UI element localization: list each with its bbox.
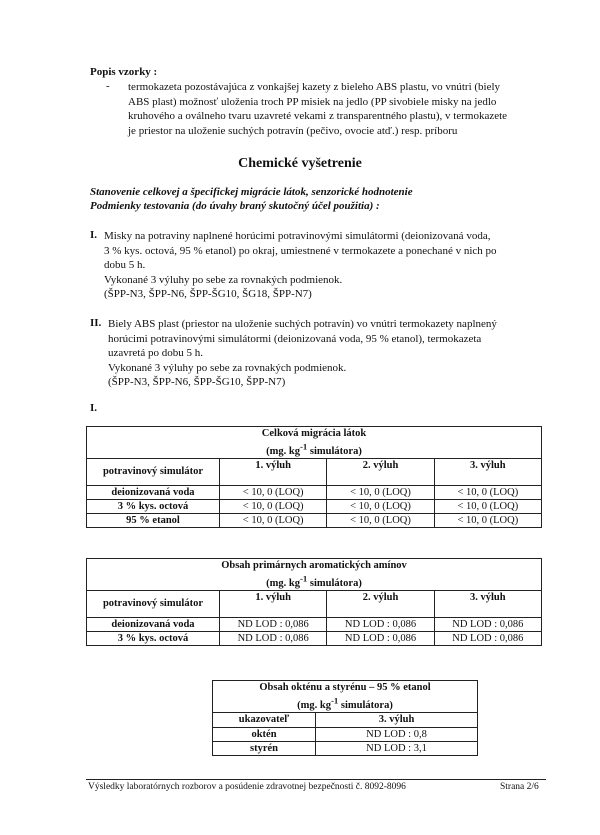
value-cell: ND LOD : 0,086	[434, 631, 541, 645]
header-cell: ukazovateľ	[213, 712, 316, 727]
sample-heading: Popis vzorky :	[90, 66, 158, 78]
footer-rule	[86, 779, 546, 780]
condition-line: horúcimi potravinovými simulátormi (deionizovaná voda, 95 % etanol), termokazeta	[108, 332, 482, 345]
value-cell: < 10, 0 (LOQ)	[327, 513, 434, 527]
header-cell: 1. výluh	[220, 590, 327, 617]
header-cell: 2. výluh	[327, 590, 434, 617]
table-title-cell	[87, 427, 542, 459]
condition-2-number: II.	[90, 317, 102, 329]
value-cell: ND LOD : 0,086	[434, 617, 541, 631]
header-cell: 3. výluh	[434, 590, 541, 617]
row-label: deionizovaná voda	[87, 485, 220, 499]
octene-styrene-table	[212, 680, 478, 756]
row-label: oktén	[213, 727, 316, 741]
value-cell: < 10, 0 (LOQ)	[220, 499, 327, 513]
header-cell: potravinový simulátor	[87, 458, 220, 485]
sample-line: kruhového a oválneho tvaru uzavreté vekami z transparentného plastu), v termokazete	[128, 110, 508, 122]
table-title: Celková migrácia látok	[261, 428, 367, 439]
table-title-row	[87, 427, 542, 459]
table-title-row	[87, 559, 542, 591]
condition-1-number: I.	[90, 229, 98, 241]
table-title: Obsah primárnych aromatických amínov	[221, 560, 407, 571]
condition-line: dobu 5 h.	[104, 259, 146, 271]
condition-line: Vykonané 3 výluhy po sebe za rovnakých podmienok.	[104, 273, 343, 286]
row-label: 3 % kys. octová	[87, 631, 220, 645]
table-header-row	[87, 590, 542, 617]
sample-line: je priestor na uloženie suchých potravín (pečivo, ovocie atď.) resp. príboru	[128, 124, 458, 137]
table-title: Obsah okténu a styrénu – 95 % etanol	[259, 682, 431, 693]
aromatic-amines-table	[86, 558, 542, 646]
chem-subtitle-2: Podmienky testovania (do úvahy braný skutočný účel použitia) :	[90, 200, 380, 212]
condition-line: 3 % kys. octová, 95 % etanol) po okraj, umiestnené v termokazete a ponechané v nich po	[104, 244, 497, 257]
table-row	[87, 631, 542, 645]
value-cell: < 10, 0 (LOQ)	[220, 513, 327, 527]
table-unit: (mg. $kg^{-1}$ simulátora)	[266, 441, 362, 457]
table-title-cell	[87, 559, 542, 591]
sample-description	[128, 80, 568, 138]
value-cell: ND LOD : 0,086	[327, 617, 434, 631]
table-unit: (mg. $kg^{-1}$ simulátora)	[266, 573, 362, 589]
row-label: 95 % etanol	[87, 513, 220, 527]
table-row	[87, 617, 542, 631]
table-header-row	[87, 458, 542, 485]
condition-line: Vykonané 3 výluhy po sebe za rovnakých podmienok.	[108, 361, 347, 374]
table-row	[213, 727, 478, 741]
row-label: deionizovaná voda	[87, 617, 220, 631]
table-row	[87, 513, 542, 527]
sample-line: termokazeta pozostávajúca z vonkajšej kazety z bieleho ABS plastu, vo vnútri (biely	[128, 81, 501, 93]
header-cell: potravinový simulátor	[87, 590, 220, 617]
value-cell: ND LOD : 3,1	[316, 741, 478, 755]
total-migration-table	[86, 426, 542, 528]
page-number: Strana 2/6	[500, 782, 539, 792]
value-cell: ND LOD : 0,086	[327, 631, 434, 645]
condition-line: (ŠPP-N3, ŠPP-N6, ŠPP-ŠG10, ŠG18, ŠPP-N7)	[104, 288, 312, 300]
condition-line: Misky na potraviny naplnené horúcimi potravinovými simulátormi (deionizovaná voda,	[104, 230, 491, 242]
chem-title: Chemické vyšetrenie	[238, 156, 362, 171]
condition-line: uzavretá po dobu 5 h.	[108, 347, 203, 359]
table-unit: (mg. $kg^{-1}$ simulátora)	[297, 695, 393, 711]
condition-2-text	[108, 317, 578, 390]
header-cell: 3. výluh	[434, 458, 541, 485]
chem-subtitle-1: Stanovenie celkovej a špecifickej migrácie látok, senzorické hodnotenie	[90, 186, 413, 198]
value-cell: ND LOD : 0,8	[316, 727, 478, 741]
table-row	[87, 499, 542, 513]
footer-text: Výsledky laboratórnych rozborov a posúdenie zdravotnej bezpečnosti č. 8092-8096	[88, 782, 406, 792]
value-cell: < 10, 0 (LOQ)	[434, 485, 541, 499]
condition-line: (ŠPP-N3, ŠPP-N6, ŠPP-ŠG10, ŠPP-N7)	[108, 376, 286, 388]
header-cell: 2. výluh	[327, 458, 434, 485]
bullet-dash: -	[106, 80, 110, 92]
table-row	[213, 741, 478, 755]
sample-line: ABS plast) možnosť uloženia troch PP misiek na jedlo (PP sivobiele misky na jedlo	[128, 95, 497, 108]
value-cell: < 10, 0 (LOQ)	[327, 499, 434, 513]
table-header-row	[213, 712, 478, 727]
row-label: styrén	[213, 741, 316, 755]
row-label: 3 % kys. octová	[87, 499, 220, 513]
table-title-row	[213, 681, 478, 713]
value-cell: < 10, 0 (LOQ)	[434, 513, 541, 527]
section-label: I.	[90, 402, 98, 414]
value-cell: ND LOD : 0,086	[220, 617, 327, 631]
value-cell: < 10, 0 (LOQ)	[434, 499, 541, 513]
table-title-cell	[213, 681, 478, 713]
value-cell: < 10, 0 (LOQ)	[220, 485, 327, 499]
condition-1-text	[104, 229, 574, 302]
condition-line: Biely ABS plast (priestor na uloženie suchých potravín) vo vnútri termokazety naplnený	[108, 318, 497, 330]
value-cell: ND LOD : 0,086	[220, 631, 327, 645]
header-cell: 1. výluh	[220, 458, 327, 485]
value-cell: < 10, 0 (LOQ)	[327, 485, 434, 499]
header-cell: 3. výluh	[316, 712, 478, 727]
table-row	[87, 485, 542, 499]
